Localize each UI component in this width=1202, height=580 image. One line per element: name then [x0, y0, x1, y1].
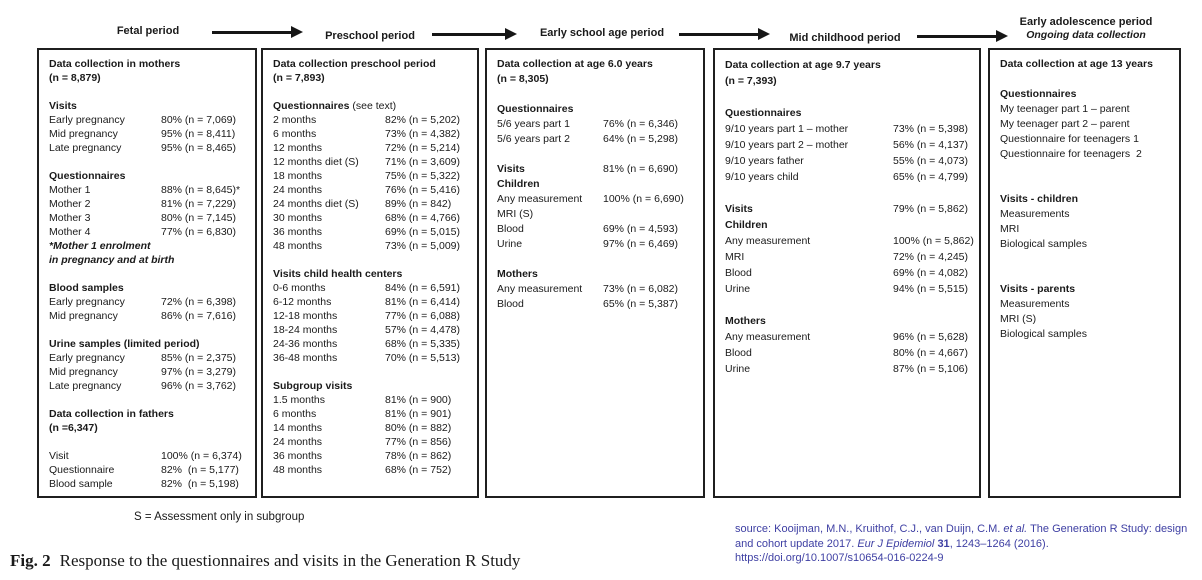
row-label: 9/10 years part 2 – mother	[725, 139, 849, 151]
row-label: 14 months	[273, 422, 323, 434]
data-row	[49, 211, 249, 225]
row-value: 94% (n = 5,515)	[893, 283, 969, 295]
box-title: Data collection in mothers	[49, 58, 181, 70]
row-value: 82% (n = 5,198)	[161, 478, 239, 490]
data-row	[1000, 147, 1173, 162]
row-label: Questionnaires	[497, 103, 574, 115]
timeline-period-label: Fetal period	[116, 25, 180, 37]
row-label: Late pregnancy	[49, 380, 122, 392]
row-label: Urine	[497, 238, 523, 250]
row-value: 73% (n = 5,009)	[385, 240, 461, 252]
data-row	[725, 281, 973, 297]
row-value: 85% (n = 2,375)	[161, 352, 237, 364]
data-row	[497, 222, 697, 237]
row-label: Visits	[49, 100, 77, 112]
data-row	[497, 162, 697, 177]
row-label: Mother 4	[49, 226, 91, 238]
citation-segment: Eur J Epidemiol	[857, 537, 935, 550]
row-label: 18-24 months	[273, 324, 338, 336]
row-value: 96% (n = 5,628)	[893, 331, 969, 343]
row-label: Blood	[725, 267, 752, 279]
box-subtitle-n: (n = 7,393)	[725, 75, 777, 87]
data-row	[273, 141, 471, 155]
row-label: 12-18 months	[273, 310, 338, 322]
row-label: 24 months	[273, 436, 323, 448]
row-value: 82% (n = 5,202)	[385, 114, 461, 126]
spacer-row	[1000, 252, 1173, 267]
row-label: Biological samples	[1000, 238, 1087, 250]
row-label: 48 months	[273, 464, 323, 476]
row-value: 65% (n = 5,387)	[603, 298, 679, 310]
data-row	[273, 393, 471, 407]
data-row	[1000, 297, 1173, 312]
spacer-row	[49, 155, 249, 169]
row-label: (n =6,347)	[49, 422, 98, 434]
row-label: Visit	[49, 450, 69, 462]
row-label: Subgroup visits	[273, 380, 353, 392]
spacer-row	[273, 85, 471, 99]
data-row	[725, 105, 973, 121]
row-label: Visits	[497, 163, 525, 175]
spacer-row	[1000, 177, 1173, 192]
data-row	[273, 435, 471, 449]
row-value: 82% (n = 5,177)	[161, 464, 239, 476]
data-row	[1000, 87, 1173, 102]
row-label: Mid pregnancy	[49, 310, 118, 322]
data-row	[725, 121, 973, 137]
spacer-row	[1000, 267, 1173, 282]
data-row	[273, 421, 471, 435]
row-value: 68% (n = 4,766)	[385, 212, 461, 224]
row-label: Mothers	[725, 315, 766, 327]
row-value: 73% (n = 4,382)	[385, 128, 461, 140]
row-value: 79% (n = 5,862)	[893, 203, 969, 215]
row-label: 24 months diet (S)	[273, 198, 359, 210]
citation-segment: et al.	[1003, 523, 1028, 535]
data-row	[497, 282, 697, 297]
row-value: 86% (n = 7,616)	[161, 310, 237, 322]
row-label: Questionnaires	[49, 170, 126, 182]
row-label: Questionnaires	[725, 107, 802, 119]
data-row	[1000, 237, 1173, 252]
row-label: 36 months	[273, 226, 323, 238]
row-label: Early pregnancy	[49, 352, 125, 364]
box-title: Data collection preschool period	[273, 58, 436, 70]
doi-link[interactable]: https://doi.org/10.1007/s10654-016-0224-9	[735, 552, 944, 564]
data-row	[273, 99, 471, 113]
row-value: 69% (n = 5,015)	[385, 226, 461, 238]
data-row	[49, 281, 249, 295]
data-row	[1000, 327, 1173, 342]
row-label: Mother 2	[49, 198, 91, 210]
data-row	[1000, 192, 1173, 207]
data-row	[1000, 117, 1173, 132]
row-label: 5/6 years part 1	[497, 118, 570, 130]
row-label: Questionnaire	[49, 464, 115, 476]
data-row	[725, 201, 973, 217]
box-subtitle-n: (n = 8,879)	[49, 72, 101, 84]
row-label: 12 months diet (S)	[273, 156, 359, 168]
timeline-period-label: Mid childhood period	[789, 32, 901, 44]
row-label: Questionnaires	[1000, 88, 1077, 100]
data-row	[1000, 282, 1173, 297]
citation-segment: 31	[937, 537, 950, 550]
row-value: 100% (n = 5,862)	[893, 235, 974, 247]
row-label: Visits	[725, 203, 753, 215]
row-value: 88% (n = 8,645)*	[161, 184, 241, 196]
data-row	[497, 297, 697, 312]
citation-segment: The Generation R Study: design and cohort update 2017.	[735, 523, 1188, 550]
data-row	[273, 197, 471, 211]
row-label: MRI (S)	[497, 208, 534, 220]
row-label: 9/10 years father	[725, 155, 804, 167]
data-row	[725, 265, 973, 281]
spacer-row	[273, 365, 471, 379]
spacer-row	[1000, 72, 1173, 87]
row-value: 75% (n = 5,322)	[385, 170, 461, 182]
row-value: 57% (n = 4,478)	[385, 324, 461, 336]
data-row	[725, 153, 973, 169]
figure-caption-text: Response to the questionnaires and visits in the Generation R Study	[59, 551, 521, 570]
row-label: MRI	[1000, 223, 1020, 235]
row-label: Any measurement	[725, 235, 811, 247]
data-row	[49, 379, 249, 393]
row-value: 77% (n = 6,830)	[161, 226, 237, 238]
data-row	[1000, 222, 1173, 237]
row-value: 81% (n = 901)	[385, 408, 452, 420]
data-row	[49, 337, 249, 351]
row-value: 76% (n = 5,416)	[385, 184, 461, 196]
row-label: Mid pregnancy	[49, 128, 118, 140]
row-label: Measurements	[1000, 298, 1070, 310]
spacer-row	[49, 267, 249, 281]
timeline-period-early-adolescence	[1020, 16, 1153, 42]
data-row	[49, 183, 249, 197]
row-value: 96% (n = 3,762)	[161, 380, 237, 392]
row-label: Mother 1	[49, 184, 91, 196]
data-row	[273, 127, 471, 141]
row-label: Urine samples (limited period)	[49, 338, 200, 350]
data-row	[49, 477, 249, 491]
timeline-period-label: Early school age period	[539, 27, 665, 39]
data-row	[725, 361, 973, 377]
row-label: Urine	[725, 363, 751, 375]
spacer-row	[49, 323, 249, 337]
row-label: MRI (S)	[1000, 313, 1037, 325]
row-label: 1.5 months	[273, 394, 325, 406]
data-box-mothers	[37, 48, 257, 498]
row-value: 72% (n = 4,245)	[893, 251, 969, 263]
row-label: 24-36 months	[273, 338, 338, 350]
data-row	[725, 345, 973, 361]
data-row	[49, 295, 249, 309]
data-box-age-13	[988, 48, 1181, 498]
row-value: 100% (n = 6,690)	[603, 193, 684, 205]
row-value: 72% (n = 5,214)	[385, 142, 461, 154]
data-row	[497, 177, 697, 192]
timeline-period-preschool	[325, 30, 415, 43]
row-value: 87% (n = 5,106)	[893, 363, 969, 375]
row-label: Early pregnancy	[49, 296, 125, 308]
data-row	[49, 449, 249, 463]
row-label: MRI	[725, 251, 745, 263]
data-row	[497, 237, 697, 252]
row-value: 95% (n = 8,411)	[161, 128, 236, 140]
spacer-row	[1000, 162, 1173, 177]
row-label: 5/6 years part 2	[497, 133, 570, 145]
data-row	[49, 365, 249, 379]
data-row	[725, 217, 973, 233]
row-label: 9/10 years child	[725, 171, 799, 183]
row-value: 71% (n = 3,609)	[385, 156, 461, 168]
row-label: Mid pregnancy	[49, 366, 118, 378]
timeline-arrow-4	[917, 35, 997, 38]
data-row	[49, 407, 249, 421]
data-row	[1000, 102, 1173, 117]
row-value: 81% (n = 900)	[385, 394, 452, 406]
timeline-arrow-3	[679, 33, 759, 36]
data-row	[273, 211, 471, 225]
row-value: 80% (n = 4,667)	[893, 347, 969, 359]
spacer-row	[49, 85, 249, 99]
timeline-period-label: Preschool period	[325, 30, 415, 42]
box-title: Data collection at age 13 years	[1000, 58, 1153, 70]
row-value: 56% (n = 4,137)	[893, 139, 969, 151]
data-row	[497, 102, 697, 117]
row-label: Blood	[497, 223, 524, 235]
data-row	[273, 169, 471, 183]
data-row	[273, 323, 471, 337]
row-label: Questionnaires (see text)	[273, 100, 397, 112]
row-label: Blood samples	[49, 282, 124, 294]
row-label: 48 months	[273, 240, 323, 252]
row-value: 64% (n = 5,298)	[603, 133, 679, 145]
figure-caption-label: Fig. 2	[10, 551, 51, 570]
data-row	[49, 99, 249, 113]
data-row	[497, 192, 697, 207]
data-row	[273, 183, 471, 197]
spacer-row	[273, 253, 471, 267]
data-row	[49, 197, 249, 211]
row-label: Visits - parents	[1000, 283, 1076, 295]
data-row	[725, 249, 973, 265]
row-label: Mothers	[497, 268, 538, 280]
data-row	[725, 329, 973, 345]
row-label: 0-6 months	[273, 282, 326, 294]
row-label: 6 months	[273, 128, 317, 140]
spacer-row	[725, 185, 973, 201]
citation-segment: , 1243–1264 (2016).	[949, 537, 1049, 550]
row-label: Visits child health centers	[273, 268, 403, 280]
row-value: 81% (n = 6,690)	[603, 163, 679, 175]
data-row	[497, 117, 697, 132]
timeline-period-mid-childhood	[789, 32, 900, 45]
timeline-period-fetal	[117, 25, 179, 38]
data-row	[725, 313, 973, 329]
row-label: Biological samples	[1000, 328, 1087, 340]
row-value: 69% (n = 4,593)	[603, 223, 679, 235]
data-row	[49, 113, 249, 127]
spacer-row	[49, 393, 249, 407]
row-value: 77% (n = 6,088)	[385, 310, 461, 322]
row-value: 72% (n = 6,398)	[161, 296, 237, 308]
row-label: Blood	[725, 347, 752, 359]
row-value: 78% (n = 862)	[385, 450, 452, 462]
row-label: Mother 3	[49, 212, 91, 224]
data-row	[273, 281, 471, 295]
row-label: Urine	[725, 283, 751, 295]
data-row	[497, 132, 697, 147]
row-label: Children	[497, 178, 540, 190]
timeline-arrow-2	[432, 33, 506, 36]
data-row	[49, 463, 249, 477]
row-value: 70% (n = 5,513)	[385, 352, 461, 364]
data-row	[49, 169, 249, 183]
box-title: Data collection at age 9.7 years	[725, 59, 881, 71]
row-label: 6-12 months	[273, 296, 332, 308]
row-value: 81% (n = 7,229)	[161, 198, 237, 210]
row-label: in pregnancy and at birth	[49, 254, 175, 266]
row-label: My teenager part 2 – parent	[1000, 118, 1130, 130]
spacer-row	[497, 147, 697, 162]
row-label: Blood sample	[49, 478, 113, 490]
data-row	[273, 351, 471, 365]
source-citation	[735, 522, 1202, 566]
data-row	[273, 113, 471, 127]
timeline-arrow-1	[212, 31, 292, 34]
data-row	[725, 169, 973, 185]
data-box-age-9-7	[713, 48, 981, 498]
box-subtitle-n: (n = 7,893)	[273, 72, 325, 84]
row-label: Late pregnancy	[49, 142, 122, 154]
data-row	[49, 127, 249, 141]
row-value: 97% (n = 3,279)	[161, 366, 237, 378]
data-row	[273, 309, 471, 323]
row-label: Children	[725, 219, 768, 231]
row-label: Visits - children	[1000, 193, 1078, 205]
row-value: 68% (n = 752)	[385, 464, 452, 476]
spacer-row	[497, 252, 697, 267]
row-value: 80% (n = 7,069)	[161, 114, 237, 126]
timeline-period-label: Early adolescence period	[1019, 16, 1153, 28]
row-label: 36 months	[273, 450, 323, 462]
data-row	[49, 309, 249, 323]
figure-caption	[10, 551, 520, 571]
row-value: 80% (n = 7,145)	[161, 212, 237, 224]
data-row	[273, 225, 471, 239]
data-box-preschool	[261, 48, 479, 498]
row-label: My teenager part 1 – parent	[1000, 103, 1130, 115]
row-label: Measurements	[1000, 208, 1070, 220]
data-row	[49, 253, 249, 267]
row-value: 73% (n = 6,082)	[603, 283, 679, 295]
row-value: 65% (n = 4,799)	[893, 171, 969, 183]
row-label: 2 months	[273, 114, 317, 126]
data-row	[1000, 207, 1173, 222]
data-row	[725, 137, 973, 153]
row-label: 18 months	[273, 170, 323, 182]
data-row	[49, 351, 249, 365]
data-row	[273, 155, 471, 169]
row-value: 76% (n = 6,346)	[603, 118, 679, 130]
row-label: 9/10 years part 1 – mother	[725, 123, 849, 135]
data-row	[1000, 312, 1173, 327]
row-value: 97% (n = 6,469)	[603, 238, 679, 250]
row-label: Any measurement	[725, 331, 811, 343]
row-label: Data collection in fathers	[49, 408, 174, 420]
spacer-row	[497, 87, 697, 102]
row-value: 73% (n = 5,398)	[893, 123, 969, 135]
data-row	[273, 239, 471, 253]
row-label-suffix: (see text)	[349, 100, 397, 112]
data-row	[273, 267, 471, 281]
row-label: Any measurement	[497, 193, 583, 205]
row-label: 36-48 months	[273, 352, 338, 364]
row-value: 69% (n = 4,082)	[893, 267, 969, 279]
row-label: Questionnaire for teenagers 1	[1000, 133, 1139, 145]
data-row	[273, 463, 471, 477]
data-row	[49, 141, 249, 155]
row-value: 55% (n = 4,073)	[893, 155, 969, 167]
row-label: 30 months	[273, 212, 323, 224]
subgroup-footnote: S = Assessment only in subgroup	[134, 511, 305, 523]
data-row	[273, 379, 471, 393]
row-value: 95% (n = 8,465)	[161, 142, 237, 154]
row-label: Blood	[497, 298, 524, 310]
data-row	[49, 421, 249, 435]
row-value: 81% (n = 6,414)	[385, 296, 461, 308]
data-row	[273, 295, 471, 309]
row-value: 100% (n = 6,374)	[161, 450, 242, 462]
timeline-period-early-school	[540, 27, 664, 40]
timeline-period-sublabel: Ongoing data collection	[1026, 29, 1146, 41]
data-box-age-6	[485, 48, 705, 498]
data-row	[497, 207, 697, 222]
data-row	[1000, 132, 1173, 147]
row-label: 12 months	[273, 142, 323, 154]
row-value: 77% (n = 856)	[385, 436, 452, 448]
spacer-row	[725, 89, 973, 105]
data-row	[273, 337, 471, 351]
row-label: 6 months	[273, 408, 317, 420]
spacer-row	[49, 435, 249, 449]
box-subtitle-n: (n = 8,305)	[497, 73, 549, 85]
row-label: Any measurement	[497, 283, 583, 295]
row-label: 24 months	[273, 184, 323, 196]
data-row	[273, 407, 471, 421]
row-value: 84% (n = 6,591)	[385, 282, 461, 294]
data-row	[49, 225, 249, 239]
data-row	[725, 233, 973, 249]
citation-segment: source: Kooijman, M.N., Kruithof, C.J., van Duijn, C.M.	[735, 523, 1004, 535]
row-label: Questionnaire for teenagers 2	[1000, 148, 1142, 160]
data-row	[497, 267, 697, 282]
row-value: 89% (n = 842)	[385, 198, 452, 210]
row-value: 68% (n = 5,335)	[385, 338, 461, 350]
box-title: Data collection at age 6.0 years	[497, 58, 653, 70]
data-row	[273, 449, 471, 463]
row-label: *Mother 1 enrolment	[49, 240, 151, 252]
row-label: Early pregnancy	[49, 114, 125, 126]
spacer-row	[725, 297, 973, 313]
data-row	[49, 239, 249, 253]
row-value: 80% (n = 882)	[385, 422, 452, 434]
